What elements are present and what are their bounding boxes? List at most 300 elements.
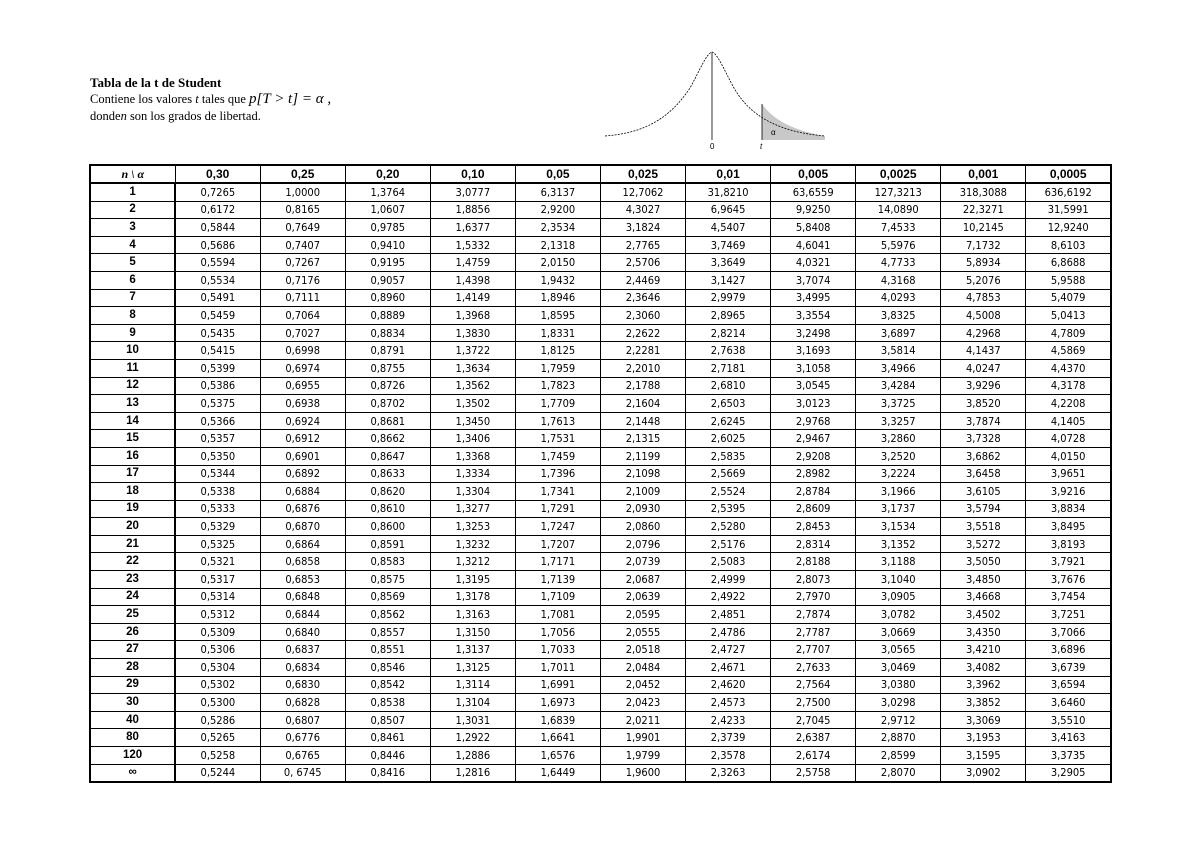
table-header-row [90, 165, 1111, 183]
critical-value-cell: 4,6041 [771, 236, 856, 254]
critical-value-cell: 2,9768 [771, 412, 856, 430]
critical-value-cell: 3,6594 [1026, 676, 1111, 694]
critical-value-cell: 3,4082 [941, 659, 1026, 677]
critical-value-cell: 0,5329 [175, 518, 260, 536]
alpha-header: 0,20 [345, 165, 430, 183]
critical-value-cell: 4,7809 [1026, 324, 1111, 342]
critical-value-cell: 2,9979 [686, 289, 771, 307]
critical-value-cell: 1,9600 [600, 764, 685, 782]
critical-value-cell: 4,5008 [941, 307, 1026, 325]
alpha-header: 0,01 [686, 165, 771, 183]
critical-value-cell: 7,4533 [856, 219, 941, 237]
critical-value-cell: 3,3962 [941, 676, 1026, 694]
critical-value-cell: 0,6876 [260, 500, 345, 518]
critical-value-cell: 1,9799 [600, 747, 685, 765]
critical-value-cell: 0,6938 [260, 395, 345, 413]
variable-t: t [195, 92, 199, 106]
critical-value-cell: 2,7707 [771, 641, 856, 659]
critical-value-cell: 0,5594 [175, 254, 260, 272]
critical-value-cell: 2,0484 [600, 659, 685, 677]
critical-value-cell: 6,8688 [1026, 254, 1111, 272]
critical-value-cell: 0,6830 [260, 676, 345, 694]
critical-value-cell: 0,7265 [175, 183, 260, 201]
critical-value-cell: 1,4759 [430, 254, 515, 272]
critical-value-cell: 1,0607 [345, 201, 430, 219]
critical-value-cell: 1,3104 [430, 694, 515, 712]
critical-value-cell: 1,3163 [430, 606, 515, 624]
critical-value-cell: 5,2076 [941, 271, 1026, 289]
critical-value-cell: 2,1448 [600, 412, 685, 430]
critical-value-cell: 3,1595 [941, 747, 1026, 765]
alpha-header: 0,005 [771, 165, 856, 183]
degrees-of-freedom-cell: 14 [90, 412, 175, 430]
critical-value-cell: 2,7638 [686, 342, 771, 360]
critical-value-cell: 3,4163 [1026, 729, 1111, 747]
degrees-of-freedom-cell: 9 [90, 324, 175, 342]
critical-value-cell: 2,5524 [686, 483, 771, 501]
critical-value-cell: 2,7765 [600, 236, 685, 254]
critical-value-cell: 0,8461 [345, 729, 430, 747]
critical-value-cell: 0,5435 [175, 324, 260, 342]
critical-value-cell: 0,6892 [260, 465, 345, 483]
critical-value-cell: 2,1315 [600, 430, 685, 448]
critical-value-cell: 22,3271 [941, 201, 1026, 219]
critical-value-cell: 63,6559 [771, 183, 856, 201]
critical-value-cell: 0,8165 [260, 201, 345, 219]
critical-value-cell: 0,8569 [345, 588, 430, 606]
critical-value-cell: 3,1824 [600, 219, 685, 237]
critical-value-cell: 1,5332 [430, 236, 515, 254]
table-row [90, 694, 1111, 712]
critical-value-cell: 0,6828 [260, 694, 345, 712]
critical-value-cell: 1,7171 [515, 553, 600, 571]
critical-value-cell: 2,3646 [600, 289, 685, 307]
critical-value-cell: 4,7733 [856, 254, 941, 272]
critical-value-cell: 0,6765 [260, 747, 345, 765]
critical-value-cell: 3,0380 [856, 676, 941, 694]
critical-value-cell: 6,3137 [515, 183, 600, 201]
critical-value-cell: 2,1318 [515, 236, 600, 254]
critical-value-cell: 0,8551 [345, 641, 430, 659]
critical-value-cell: 1,6377 [430, 219, 515, 237]
critical-value-cell: 0,5338 [175, 483, 260, 501]
critical-value-cell: 4,5407 [686, 219, 771, 237]
critical-value-cell: 0,8610 [345, 500, 430, 518]
critical-value-cell: 3,4502 [941, 606, 1026, 624]
critical-value-cell: 1,3368 [430, 447, 515, 465]
critical-value-cell: 3,1427 [686, 271, 771, 289]
critical-value-cell: 0,6840 [260, 623, 345, 641]
critical-value-cell: 7,1732 [941, 236, 1026, 254]
description-line-1 [90, 91, 510, 108]
critical-value-cell: 0,9195 [345, 254, 430, 272]
corner-header: n \ α [90, 165, 175, 183]
critical-value-cell: 0,6901 [260, 447, 345, 465]
critical-value-cell: 4,7853 [941, 289, 1026, 307]
table-row [90, 377, 1111, 395]
critical-value-cell: 1,3212 [430, 553, 515, 571]
degrees-of-freedom-cell: 26 [90, 623, 175, 641]
critical-value-cell: 1,0000 [260, 183, 345, 201]
critical-value-cell: 0,5317 [175, 571, 260, 589]
critical-value-cell: 0,6834 [260, 659, 345, 677]
critical-value-cell: 2,8784 [771, 483, 856, 501]
critical-value-cell: 1,8331 [515, 324, 600, 342]
critical-value-cell: 3,1040 [856, 571, 941, 589]
table-row [90, 289, 1111, 307]
alpha-header: 0,0005 [1026, 165, 1111, 183]
critical-value-cell: 0,8834 [345, 324, 430, 342]
degrees-of-freedom-cell: ∞ [90, 764, 175, 782]
critical-value-cell: 4,1405 [1026, 412, 1111, 430]
table-row [90, 518, 1111, 536]
critical-value-cell: 2,4469 [600, 271, 685, 289]
critical-value-cell: 3,0565 [856, 641, 941, 659]
critical-value-cell: 0,5375 [175, 395, 260, 413]
critical-value-cell: 1,4398 [430, 271, 515, 289]
critical-value-cell: 1,9901 [600, 729, 685, 747]
critical-value-cell: 2,4671 [686, 659, 771, 677]
critical-value-cell: 4,3178 [1026, 377, 1111, 395]
critical-value-cell: 2,8214 [686, 324, 771, 342]
critical-value-cell: 0,6844 [260, 606, 345, 624]
critical-value-cell: 0,5309 [175, 623, 260, 641]
critical-value-cell: 3,4350 [941, 623, 1026, 641]
degrees-of-freedom-cell: 24 [90, 588, 175, 606]
critical-value-cell: 0,5459 [175, 307, 260, 325]
critical-value-cell: 4,0293 [856, 289, 941, 307]
critical-value-cell: 2,8599 [856, 747, 941, 765]
critical-value-cell: 2,5176 [686, 535, 771, 553]
critical-value-cell: 0,8960 [345, 289, 430, 307]
critical-value-cell: 0,6837 [260, 641, 345, 659]
critical-value-cell: 3,5272 [941, 535, 1026, 553]
table-row [90, 676, 1111, 694]
table-row [90, 483, 1111, 501]
critical-value-cell: 1,7033 [515, 641, 600, 659]
critical-value-cell: 4,5869 [1026, 342, 1111, 360]
t-student-table [89, 164, 1112, 783]
critical-value-cell: 3,3649 [686, 254, 771, 272]
critical-value-cell: 1,7396 [515, 465, 600, 483]
table-row [90, 659, 1111, 677]
critical-value-cell: 3,3725 [856, 395, 941, 413]
critical-value-cell: 3,7469 [686, 236, 771, 254]
critical-value-cell: 0,5415 [175, 342, 260, 360]
critical-value-cell: 2,3534 [515, 219, 600, 237]
table-row [90, 623, 1111, 641]
degrees-of-freedom-cell: 5 [90, 254, 175, 272]
critical-value-cell: 2,8982 [771, 465, 856, 483]
critical-value-cell: 1,9432 [515, 271, 600, 289]
critical-value-cell: 0,7027 [260, 324, 345, 342]
critical-value-cell: 2,4233 [686, 711, 771, 729]
critical-value-cell: 3,8193 [1026, 535, 1111, 553]
critical-value-cell: 1,2816 [430, 764, 515, 782]
critical-value-cell: 3,2520 [856, 447, 941, 465]
critical-value-cell: 2,5083 [686, 553, 771, 571]
critical-value-cell: 2,4727 [686, 641, 771, 659]
critical-value-cell: 0,6853 [260, 571, 345, 589]
critical-value-cell: 0,8791 [345, 342, 430, 360]
critical-value-cell: 0,5300 [175, 694, 260, 712]
critical-value-cell: 2,3060 [600, 307, 685, 325]
critical-value-cell: 1,3502 [430, 395, 515, 413]
critical-value-cell: 1,3277 [430, 500, 515, 518]
critical-value-cell: 127,3213 [856, 183, 941, 201]
critical-value-cell: 1,7109 [515, 588, 600, 606]
critical-value-cell: 0,9410 [345, 236, 430, 254]
critical-value-cell: 3,0669 [856, 623, 941, 641]
critical-value-cell: 1,8946 [515, 289, 600, 307]
degrees-of-freedom-cell: 6 [90, 271, 175, 289]
critical-value-cell: 3,4850 [941, 571, 1026, 589]
description-suffix: son los grados de libertad. [129, 109, 261, 123]
critical-value-cell: 2,2281 [600, 342, 685, 360]
critical-value-cell: 2,4620 [686, 676, 771, 694]
degrees-of-freedom-cell: 2 [90, 201, 175, 219]
critical-value-cell: 3,6458 [941, 465, 1026, 483]
table-row [90, 747, 1111, 765]
critical-value-cell: 1,3178 [430, 588, 515, 606]
table-row [90, 711, 1111, 729]
critical-value-cell: 1,3137 [430, 641, 515, 659]
critical-value-cell: 1,7341 [515, 483, 600, 501]
critical-value-cell: 2,6245 [686, 412, 771, 430]
critical-value-cell: 0,8507 [345, 711, 430, 729]
critical-value-cell: 3,3735 [1026, 747, 1111, 765]
critical-value-cell: 14,0890 [856, 201, 941, 219]
critical-value-cell: 1,3968 [430, 307, 515, 325]
critical-value-cell: 2,6503 [686, 395, 771, 413]
critical-value-cell: 0,7064 [260, 307, 345, 325]
critical-value-cell: 2,7564 [771, 676, 856, 694]
critical-value-cell: 2,0796 [600, 535, 685, 553]
critical-value-cell: 0,5534 [175, 271, 260, 289]
critical-value-cell: 3,1737 [856, 500, 941, 518]
critical-value-cell: 3,1953 [941, 729, 1026, 747]
critical-value-cell: 3,3069 [941, 711, 1026, 729]
critical-value-cell: 0,7649 [260, 219, 345, 237]
critical-value-cell: 0,8546 [345, 659, 430, 677]
critical-value-cell: 0,5258 [175, 747, 260, 765]
degrees-of-freedom-cell: 16 [90, 447, 175, 465]
critical-value-cell: 0,9057 [345, 271, 430, 289]
critical-value-cell: 2,0639 [600, 588, 685, 606]
critical-value-cell: 3,7328 [941, 430, 1026, 448]
critical-value-cell: 3,3852 [941, 694, 1026, 712]
critical-value-cell: 0,8557 [345, 623, 430, 641]
degrees-of-freedom-cell: 22 [90, 553, 175, 571]
critical-value-cell: 3,0123 [771, 395, 856, 413]
critical-value-cell: 0,5844 [175, 219, 260, 237]
critical-value-cell: 1,7139 [515, 571, 600, 589]
critical-value-cell: 2,0739 [600, 553, 685, 571]
critical-value-cell: 1,8125 [515, 342, 600, 360]
table-row [90, 307, 1111, 325]
degrees-of-freedom-cell: 15 [90, 430, 175, 448]
critical-value-cell: 0,7176 [260, 271, 345, 289]
critical-value-cell: 12,9240 [1026, 219, 1111, 237]
table-row [90, 729, 1111, 747]
critical-value-cell: 2,1604 [600, 395, 685, 413]
critical-value-cell: 3,3257 [856, 412, 941, 430]
critical-value-cell: 0,8600 [345, 518, 430, 536]
critical-value-cell: 3,1188 [856, 553, 941, 571]
critical-value-cell: 0,5686 [175, 236, 260, 254]
critical-value-cell: 5,0413 [1026, 307, 1111, 325]
critical-value-cell: 318,3088 [941, 183, 1026, 201]
critical-value-cell: 4,0247 [941, 359, 1026, 377]
critical-value-cell: 2,8870 [856, 729, 941, 747]
critical-value-cell: 1,3406 [430, 430, 515, 448]
critical-value-cell: 1,7531 [515, 430, 600, 448]
table-row [90, 271, 1111, 289]
critical-value-cell: 1,3722 [430, 342, 515, 360]
critical-value-cell: 1,8856 [430, 201, 515, 219]
critical-value-cell: 2,8073 [771, 571, 856, 589]
critical-value-cell: 0,5302 [175, 676, 260, 694]
critical-value-cell: 2,8188 [771, 553, 856, 571]
critical-value-cell: 2,5758 [771, 764, 856, 782]
critical-value-cell: 2,6025 [686, 430, 771, 448]
critical-value-cell: 1,6449 [515, 764, 600, 782]
degrees-of-freedom-cell: 20 [90, 518, 175, 536]
critical-value-cell: 2,9467 [771, 430, 856, 448]
table-row [90, 588, 1111, 606]
critical-value-cell: 2,7181 [686, 359, 771, 377]
critical-value-cell: 5,4079 [1026, 289, 1111, 307]
critical-value-cell: 3,7874 [941, 412, 1026, 430]
critical-value-cell: 2,9200 [515, 201, 600, 219]
alpha-header: 0,001 [941, 165, 1026, 183]
critical-value-cell: 1,6839 [515, 711, 600, 729]
critical-value-cell: 0,5350 [175, 447, 260, 465]
critical-value-cell: 1,4149 [430, 289, 515, 307]
critical-value-cell: 0,5314 [175, 588, 260, 606]
critical-value-cell: 3,0469 [856, 659, 941, 677]
density-curve [605, 52, 825, 136]
critical-value-cell: 0,5265 [175, 729, 260, 747]
degrees-of-freedom-cell: 25 [90, 606, 175, 624]
critical-value-cell: 0,5244 [175, 764, 260, 782]
critical-value-cell: 2,6174 [771, 747, 856, 765]
critical-value-cell: 1,3125 [430, 659, 515, 677]
critical-value-cell: 1,7056 [515, 623, 600, 641]
critical-value-cell: 0,6776 [260, 729, 345, 747]
critical-value-cell: 1,3562 [430, 377, 515, 395]
table-row [90, 219, 1111, 237]
critical-value-cell: 2,7874 [771, 606, 856, 624]
critical-value-cell: 3,4668 [941, 588, 1026, 606]
critical-value-cell: 1,7459 [515, 447, 600, 465]
degrees-of-freedom-cell: 29 [90, 676, 175, 694]
critical-value-cell: 1,6641 [515, 729, 600, 747]
critical-value-cell: 1,3334 [430, 465, 515, 483]
critical-value-cell: 2,5669 [686, 465, 771, 483]
critical-value-cell: 2,9712 [856, 711, 941, 729]
degrees-of-freedom-cell: 8 [90, 307, 175, 325]
critical-value-cell: 3,1966 [856, 483, 941, 501]
table-row [90, 447, 1111, 465]
critical-value-cell: 2,3739 [686, 729, 771, 747]
critical-value-cell: 636,6192 [1026, 183, 1111, 201]
critical-value-cell: 4,3168 [856, 271, 941, 289]
degrees-of-freedom-cell: 10 [90, 342, 175, 360]
critical-value-cell: 9,9250 [771, 201, 856, 219]
critical-value-cell: 0,8726 [345, 377, 430, 395]
table-row [90, 465, 1111, 483]
alpha-header: 0,025 [600, 165, 685, 183]
critical-value-cell: 0,5321 [175, 553, 260, 571]
critical-value-cell: 3,2860 [856, 430, 941, 448]
critical-value-cell: 1,7081 [515, 606, 600, 624]
critical-value-cell: 3,0902 [941, 764, 1026, 782]
t-distribution-curve-figure [600, 48, 830, 152]
critical-value-cell: 0,8542 [345, 676, 430, 694]
critical-value-cell: 5,8934 [941, 254, 1026, 272]
t-label: t [760, 142, 763, 151]
critical-value-cell: 0,5333 [175, 500, 260, 518]
critical-value-cell: 2,4999 [686, 571, 771, 589]
critical-value-cell: 0,5306 [175, 641, 260, 659]
critical-value-cell: 2,0423 [600, 694, 685, 712]
critical-value-cell: 0,5491 [175, 289, 260, 307]
degrees-of-freedom-cell: 28 [90, 659, 175, 677]
critical-value-cell: 2,0452 [600, 676, 685, 694]
critical-value-cell: 3,2498 [771, 324, 856, 342]
degrees-of-freedom-cell: 23 [90, 571, 175, 589]
critical-value-cell: 2,1788 [600, 377, 685, 395]
critical-value-cell: 4,0728 [1026, 430, 1111, 448]
critical-value-cell: 2,4573 [686, 694, 771, 712]
critical-value-cell: 1,8595 [515, 307, 600, 325]
critical-value-cell: 5,9588 [1026, 271, 1111, 289]
critical-value-cell: 4,0150 [1026, 447, 1111, 465]
degrees-of-freedom-cell: 11 [90, 359, 175, 377]
table-row [90, 412, 1111, 430]
critical-value-cell: 4,2968 [941, 324, 1026, 342]
alpha-header: 0,10 [430, 165, 515, 183]
critical-value-cell: 0,5312 [175, 606, 260, 624]
variable-n: n [120, 109, 127, 123]
critical-value-cell: 4,0321 [771, 254, 856, 272]
critical-value-cell: 1,7959 [515, 359, 600, 377]
table-row [90, 324, 1111, 342]
critical-value-cell: 2,4786 [686, 623, 771, 641]
critical-value-cell: 1,3830 [430, 324, 515, 342]
critical-value-cell: 4,3027 [600, 201, 685, 219]
degrees-of-freedom-cell: 21 [90, 535, 175, 553]
critical-value-cell: 1,2886 [430, 747, 515, 765]
table-row [90, 571, 1111, 589]
table-row [90, 553, 1111, 571]
critical-value-cell: 3,6739 [1026, 659, 1111, 677]
critical-value-cell: 0,8562 [345, 606, 430, 624]
critical-value-cell: 1,6991 [515, 676, 600, 694]
critical-value-cell: 1,3195 [430, 571, 515, 589]
degrees-of-freedom-cell: 18 [90, 483, 175, 501]
critical-value-cell: 1,7823 [515, 377, 600, 395]
critical-value-cell: 3,2905 [1026, 764, 1111, 782]
critical-value-cell: 3,7074 [771, 271, 856, 289]
critical-value-cell: 0,6912 [260, 430, 345, 448]
critical-value-cell: 0,7267 [260, 254, 345, 272]
table-row [90, 535, 1111, 553]
critical-value-cell: 3,9651 [1026, 465, 1111, 483]
table-row [90, 183, 1111, 201]
critical-value-cell: 3,1534 [856, 518, 941, 536]
